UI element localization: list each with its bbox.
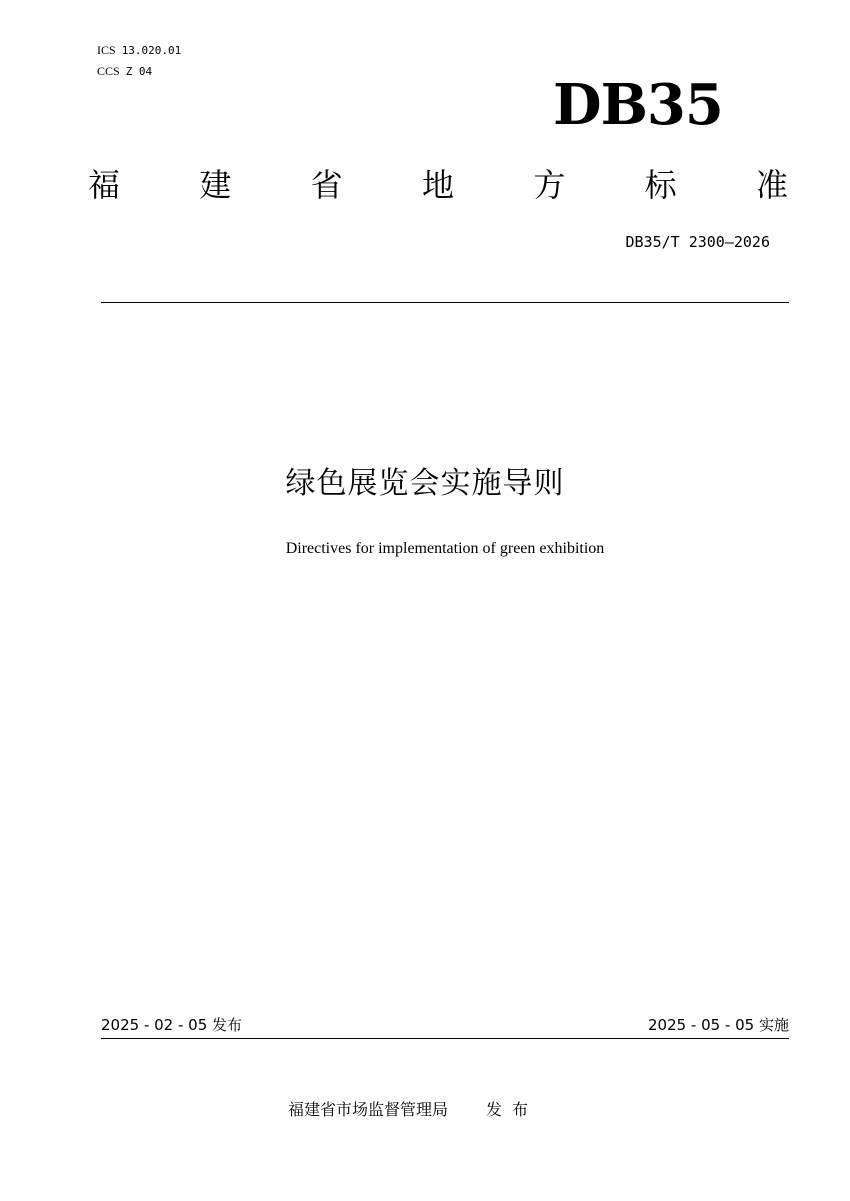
issuing-authority	[288, 1098, 538, 1122]
ics-code: 13.020.01	[121, 44, 182, 57]
standard-type-char: 建	[199, 166, 232, 204]
classification-codes	[97, 40, 181, 82]
bottom-divider	[101, 1038, 789, 1039]
ics-label: ICS	[97, 43, 116, 57]
standard-type-heading	[88, 162, 788, 208]
standard-type-char: 方	[533, 166, 566, 204]
effective-date: 2025 - 05 - 05 实施	[647, 1016, 789, 1034]
standard-type-char: 福	[88, 166, 121, 204]
standard-type-char: 准	[755, 166, 788, 204]
ics-line	[97, 40, 181, 61]
document-title-english: Directives for implementation of green exhibition	[285, 540, 605, 557]
standard-type-char: 省	[310, 166, 343, 204]
document-title-chinese: 绿色展览会实施导则	[285, 466, 565, 501]
issue-date: 2025 - 02 - 05 发布	[101, 1016, 243, 1034]
issuer-action: 发布	[486, 1100, 539, 1119]
standard-number: DB35/T 2300—2026	[625, 233, 770, 251]
issuer-name: 福建省市场监督管理局	[288, 1100, 449, 1119]
ccs-label: CCS	[97, 64, 120, 78]
ccs-code: Z 04	[125, 65, 153, 78]
ccs-line	[97, 61, 181, 82]
db35-logo: DB35	[553, 72, 723, 138]
standard-type-char: 标	[644, 166, 677, 204]
top-divider	[101, 302, 789, 303]
standard-type-char: 地	[421, 166, 454, 204]
